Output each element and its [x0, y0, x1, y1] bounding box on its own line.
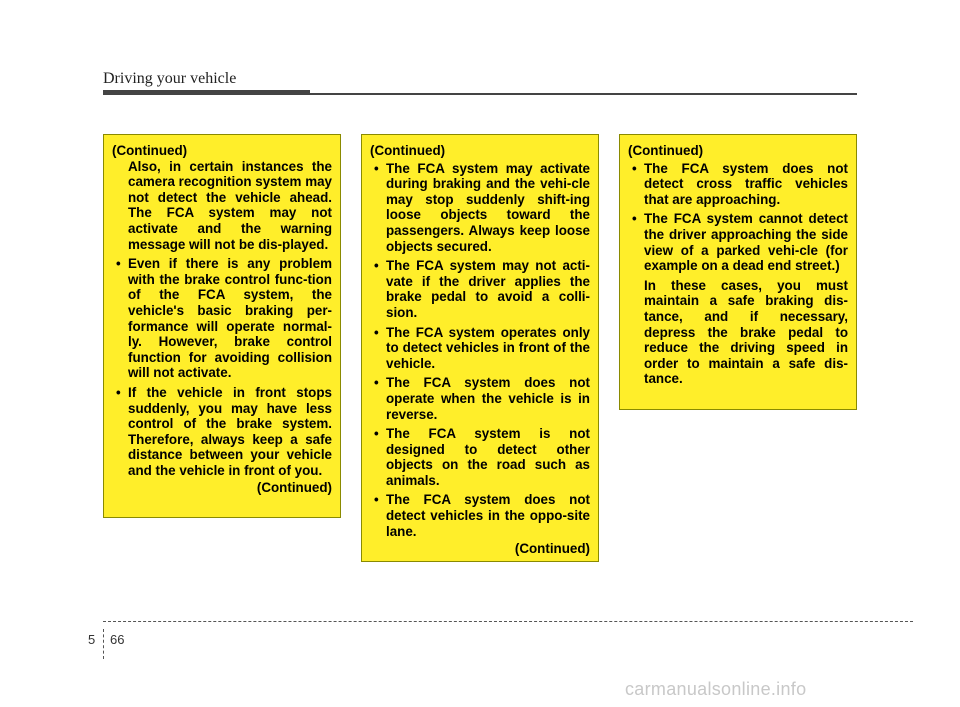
- bullet-text: The FCA system may activate during braking and the vehi-cle may stop suddenly shift-ing loose objects toward the passengers. Always keep loose objects secured.: [386, 160, 590, 254]
- footer-rule: [103, 621, 913, 622]
- bullet-icon: •: [374, 375, 379, 391]
- bullet-text: The FCA system does not detect cross traffic vehicles that are approaching.: [644, 160, 848, 207]
- bullet-icon: •: [374, 492, 379, 508]
- bullet-text: The FCA system is not designed to detect other objects on the road such as animals.: [386, 426, 590, 488]
- header-rule-accent: [103, 90, 310, 95]
- bullet-text: The FCA system does not detect vehicles in the oppo-site lane.: [386, 492, 590, 539]
- bullet-item: [370, 161, 590, 255]
- bullet-icon: •: [632, 160, 637, 176]
- section-title: Driving your vehicle: [103, 70, 237, 87]
- bullet-icon: •: [374, 324, 379, 340]
- bullet-item: [370, 426, 590, 488]
- closing-paragraph: In these cases, you must maintain a safe braking dis-tance, and if necessary, depress the brake pedal to reduce the driving speed in order to maintain a safe dis-tance.: [644, 277, 848, 387]
- continued-label: (Continued): [370, 143, 446, 158]
- warning-box-1: [103, 134, 341, 518]
- bullet-icon: •: [374, 160, 379, 176]
- bullet-item: [370, 325, 590, 372]
- warning-paragraph: Also, in certain instances the camera recognition system may not detect the vehicle ahead. The FCA system may not activate and the warning message will not be dis-played.: [128, 158, 332, 252]
- continued-label: (Continued): [112, 143, 188, 158]
- chapter-number: 5: [88, 632, 96, 647]
- bullet-text: Even if there is any problem with the brake control func-tion of the FCA system, the vehicle's basic braking per-formance will operate normal-ly. However, brake control function for avoiding collision will not activate.: [128, 256, 332, 381]
- continued-label: (Continued): [256, 480, 332, 496]
- warning-box-3: [619, 134, 857, 410]
- bullet-item: [370, 492, 590, 539]
- header-rule: [310, 93, 857, 95]
- bullet-icon: •: [632, 211, 637, 227]
- bullet-icon: •: [116, 384, 121, 400]
- bullet-text: If the vehicle in front stops suddenly, you may have less control of the brake system. Therefore, always keep a safe distance between your vehicle and the vehicle in front of you.: [128, 384, 332, 478]
- continued-label: (Continued): [514, 541, 590, 557]
- page-number: 66: [110, 632, 125, 647]
- footer-divider: [103, 629, 104, 659]
- bullet-item: [628, 161, 848, 208]
- continued-label: (Continued): [628, 143, 704, 158]
- bullet-icon: •: [116, 256, 121, 272]
- bullet-item: [370, 258, 590, 320]
- bullet-icon: •: [374, 258, 379, 274]
- bullet-text: The FCA system operates only to detect vehicles in front of the vehicle.: [386, 324, 590, 371]
- bullet-item: [628, 211, 848, 273]
- bullet-icon: •: [374, 426, 379, 442]
- bullet-item: [112, 256, 332, 381]
- watermark: carmanualsonline.info: [625, 679, 807, 699]
- bullet-text: The FCA system does not operate when the vehicle is in reverse.: [386, 375, 590, 422]
- bullet-item: [370, 375, 590, 422]
- warning-box-2: [361, 134, 599, 562]
- bullet-text: The FCA system may not acti-vate if the driver applies the brake pedal to avoid a colli-sion.: [386, 258, 590, 320]
- bullet-text: The FCA system cannot detect the driver approaching the side view of a parked vehi-cle (for example on a dead end street.): [644, 211, 848, 274]
- bullet-item: [112, 385, 332, 479]
